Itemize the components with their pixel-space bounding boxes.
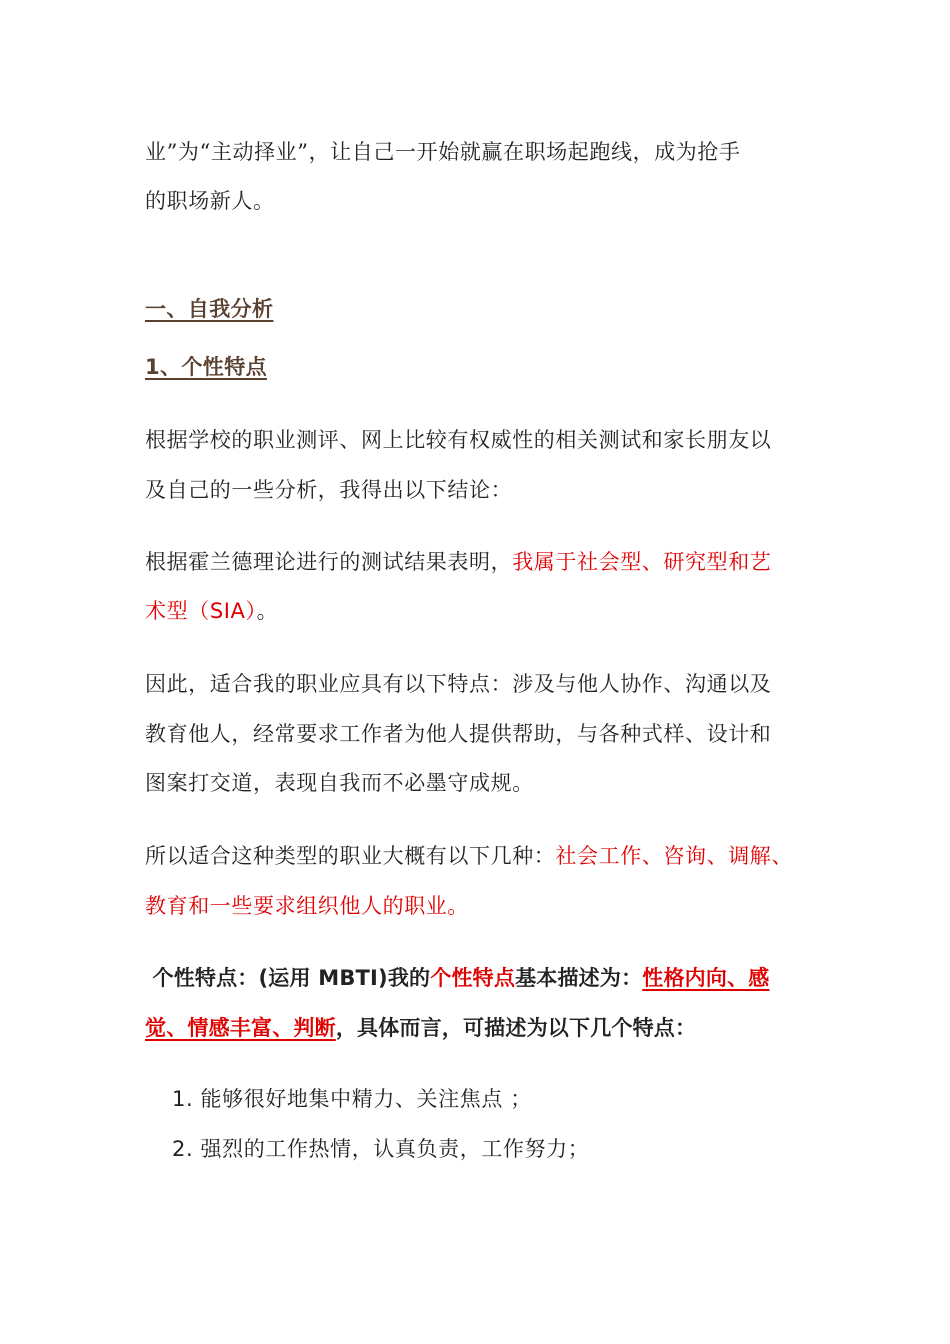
paragraph-2-line-2 bbox=[145, 597, 278, 625]
intro-line-1: 业”为“主动择业”，让自己一开始就赢在职场起跑线，成为抢手 bbox=[145, 140, 741, 164]
paragraph-2-period: 。 bbox=[256, 599, 279, 623]
paragraph-2-highlight: 我属于社会型、研究型和艺 bbox=[512, 550, 772, 574]
mbti-highlight: 个性特点 bbox=[430, 966, 516, 990]
intro-line-2: 的职场新人。 bbox=[145, 189, 275, 213]
paragraph-1-line-1: 根据学校的职业测评、网上比较有权威性的相关测试和家长朋友以 bbox=[145, 428, 772, 452]
subsection-title: 1、个性特点 bbox=[145, 355, 268, 379]
list-item bbox=[172, 1085, 532, 1113]
paragraph-3-line-3: 图案打交道，表现自我而不必墨守成规。 bbox=[145, 771, 534, 795]
list-number: 1. bbox=[172, 1087, 194, 1111]
list-item bbox=[172, 1135, 589, 1163]
list-number: 2. bbox=[172, 1137, 194, 1161]
paragraph-5-line-1 bbox=[145, 964, 769, 992]
paragraph-2-plain: 根据霍兰德理论进行的测试结果表明， bbox=[145, 550, 513, 574]
mbti-traits: 性格内向、感 bbox=[642, 966, 770, 990]
paragraph-5-line-2 bbox=[145, 1014, 696, 1042]
list-text: 能够很好地集中精力、关注焦点 ； bbox=[193, 1087, 532, 1111]
paragraph-2-highlight-cont: 术型（ bbox=[145, 599, 210, 623]
list-text: 强烈的工作热情，认真负责，工作努力； bbox=[193, 1137, 590, 1161]
paragraph-4-highlight: 社会工作、咨询、调解、 bbox=[555, 844, 794, 868]
paragraph-1-line-2: 及自己的一些分析，我得出以下结论： bbox=[145, 478, 513, 502]
paragraph-2-line-1 bbox=[145, 548, 771, 576]
paragraph-4-plain: 所以适合这种类型的职业大概有以下几种： bbox=[145, 844, 556, 868]
paragraph-2-sia: SIA bbox=[209, 599, 246, 623]
mbti-summary: ，具体而言，可描述为以下几个特点： bbox=[335, 1016, 697, 1040]
section-title: 一、自我分析 bbox=[145, 297, 274, 321]
paragraph-3-line-2: 教育他人，经常要求工作者为他人提供帮助，与各种式样、设计和 bbox=[145, 722, 772, 746]
mbti-intro: 个性特点：(运用 MBTI)我的 bbox=[145, 966, 431, 990]
paragraph-4-line-1 bbox=[145, 842, 793, 870]
mbti-desc-label: 基本描述为： bbox=[515, 966, 643, 990]
paragraph-4-line-2: 教育和一些要求组织他人的职业。 bbox=[145, 894, 469, 918]
paragraph-2-close-paren: ） bbox=[245, 599, 257, 623]
paragraph-3-line-1: 因此，适合我的职业应具有以下特点：涉及与他人协作、沟通以及 bbox=[145, 672, 772, 696]
mbti-traits-cont: 觉、情感丰富、判断 bbox=[145, 1016, 336, 1040]
